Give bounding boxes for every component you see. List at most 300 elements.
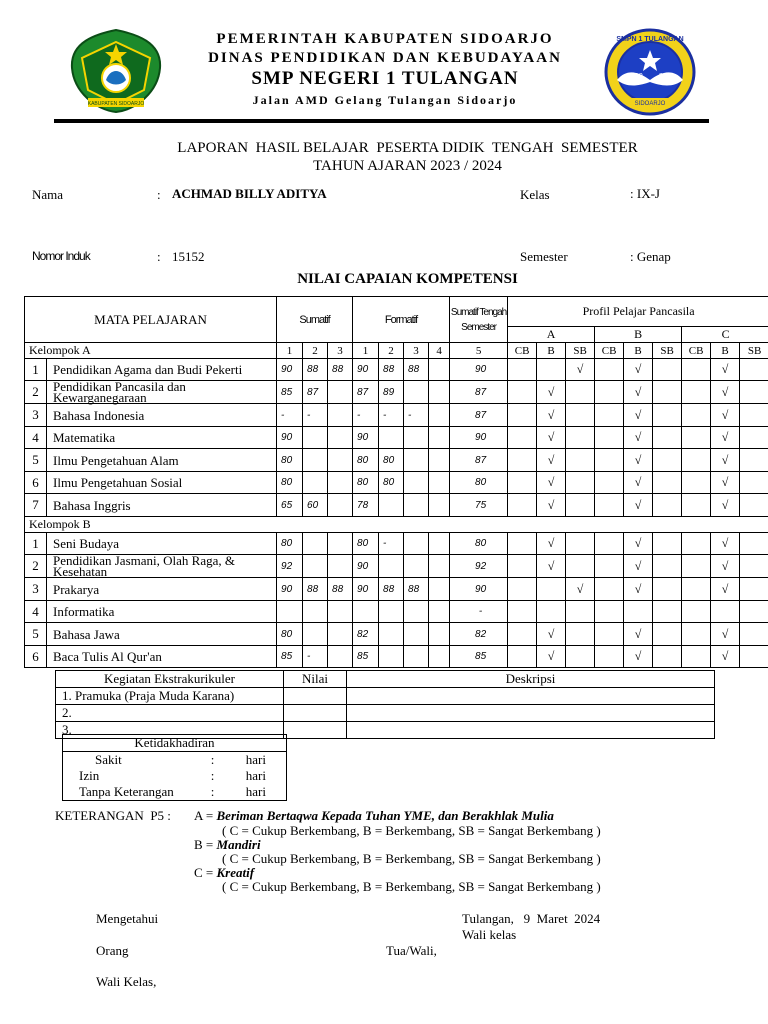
col-num: 3 [404,343,429,359]
ekstra-header-kegiatan: Kegiatan Ekstrakurikuler [56,671,284,688]
formatif-score: 88 [404,359,429,381]
formatif-score [404,601,429,623]
formatif-score: 88 [379,359,404,381]
ekstra-deskripsi [347,722,715,739]
formatif-score: 85 [353,646,379,668]
subject-number: 1 [25,359,47,381]
sts-score: 90 [450,359,508,381]
formatif-score [379,494,404,517]
profil-c-b-cell: √ [711,472,740,494]
header-line-1: PEMERINTAH KABUPATEN SIDOARJO [216,31,554,47]
ekstra-row: 1. Pramuka (Praja Muda Karana) [56,688,284,705]
subject-row [25,404,768,427]
profil-a-sb-cell [566,494,595,517]
profil-a-b-cell: √ [537,472,566,494]
sumatif-score [328,555,353,578]
sumatif-score: 87 [303,381,328,404]
col-num: 2 [379,343,404,359]
formatif-score: 82 [353,623,379,646]
sumatif-score: 80 [277,449,303,472]
profil-a-cb-cell [508,494,537,517]
profil-b-sb-cell [653,359,682,381]
profil-c-cb-cell [682,427,711,449]
subject-number: 4 [25,601,47,623]
subject-number: 3 [25,578,47,601]
induk-value: 15152 [172,249,205,264]
place-date: Tulangan, 9 Maret 2024 [462,911,601,926]
keterangan-b [194,838,261,852]
ekstra-row: 3. [56,722,284,739]
profil-a-sb-cell [566,533,595,555]
sumatif-score: 60 [303,494,328,517]
profil-a-sb-cell [566,449,595,472]
profil-b-b-cell: √ [624,578,653,601]
profil-b-b-cell: √ [624,494,653,517]
subject-name: Seni Budaya [47,533,277,555]
absen-tanpa-keterangan: Tanpa Keterangan [79,784,174,799]
formatif-score [429,359,450,381]
profil-c-b-cell: √ [711,623,740,646]
header-formatif: Formatif [353,297,450,343]
profil-c-b-cell: √ [711,533,740,555]
subject-number: 7 [25,494,47,517]
col-b: B [537,343,566,359]
sumatif-score [328,646,353,668]
profil-c-cb-cell [682,404,711,427]
profil-b-sb-cell [653,623,682,646]
ketidakhadiran-table [62,734,287,801]
sumatif-score [328,381,353,404]
profil-c-b-cell: √ [711,404,740,427]
formatif-score [429,555,450,578]
subject-number: 1 [25,533,47,555]
profil-b-cb-cell [595,404,624,427]
profil-b-sb-cell [653,578,682,601]
profil-b-sb-cell [653,646,682,668]
profil-c-sb-cell [740,359,768,381]
keterangan-c-text: Kreatif [216,865,255,880]
formatif-score: 87 [353,381,379,404]
profil-b-sb-cell [653,472,682,494]
svg-text:81: 81 [659,73,667,80]
absen-title: Ketidakhadiran [63,735,287,752]
formatif-score [379,601,404,623]
profil-a-cb-cell [508,555,537,578]
profil-b-cb-cell [595,381,624,404]
sumatif-score [328,449,353,472]
formatif-score [429,623,450,646]
profil-b-sb-cell [653,601,682,623]
formatif-score [353,601,379,623]
sumatif-score: 88 [303,578,328,601]
ekstrakurikuler-table [55,670,715,739]
ekstra-header-nilai: Nilai [284,671,347,688]
formatif-score [429,533,450,555]
subject-row [25,601,768,623]
profil-c-b-cell: √ [711,381,740,404]
profil-b-sb-cell [653,427,682,449]
sumatif-score [328,623,353,646]
profil-a-b-cell [537,578,566,601]
profil-a-cb-cell [508,533,537,555]
sumatif-score: 65 [277,494,303,517]
col-num: 1 [353,343,379,359]
formatif-score: - [379,533,404,555]
subject-row [25,494,768,517]
subject-name: Pendidikan Pancasila dan Kewarganegaraan [47,381,277,404]
formatif-score: 80 [353,449,379,472]
profil-b-b-cell: √ [624,381,653,404]
formatif-score [404,533,429,555]
subject-name: Bahasa Jawa [47,623,277,646]
subject-number: 3 [25,404,47,427]
col-sb: SB [566,343,595,359]
profil-a-b-cell: √ [537,533,566,555]
profil-c-b-cell: √ [711,427,740,449]
profil-a-b-cell [537,359,566,381]
ekstra-header-deskripsi: Deskripsi [347,671,715,688]
ekstra-nilai [284,722,347,739]
subject-name: Pendidikan Jasmani, Olah Raga, & Kesehatan [47,555,277,578]
profil-b-b-cell: √ [624,533,653,555]
header-sumatif-tengah-semester: Sumatif Tengah Semester [450,297,508,343]
sumatif-score [277,601,303,623]
formatif-score: 80 [379,472,404,494]
profil-c-cb-cell [682,601,711,623]
subject-row [25,381,768,404]
sumatif-score [328,601,353,623]
profil-a-b-cell: √ [537,623,566,646]
sumatif-score: 85 [277,646,303,668]
group-b-label: Kelompok B [25,517,768,533]
subject-name: Bahasa Inggris [47,494,277,517]
absen-colon: : [210,768,215,783]
profil-b-b-cell: √ [624,359,653,381]
semester-value: : Genap [630,249,671,264]
profil-c-sb-cell [740,449,768,472]
profil-c-b-cell [711,601,740,623]
profil-b-cb-cell [595,472,624,494]
sts-score: 90 [450,427,508,449]
formatif-score [429,381,450,404]
absen-colon: : [210,752,215,767]
orang-label: Orang [96,943,129,958]
profil-b-b-cell [624,601,653,623]
formatif-score: 78 [353,494,379,517]
profil-c-cb-cell [682,623,711,646]
formatif-score: 80 [379,449,404,472]
sidoarjo-regency-logo [66,28,166,114]
subject-row [25,533,768,555]
col-cb: CB [508,343,537,359]
keterangan-legend: ( C = Cukup Berkembang, B = Berkembang, SB = Sangat Berkembang ) [222,823,601,838]
sumatif-score [303,472,328,494]
sumatif-score [328,427,353,449]
sumatif-score: 88 [303,359,328,381]
profil-b-cb-cell [595,601,624,623]
tua-wali-label: Tua/Wali, [386,943,437,958]
profil-a-b-cell: √ [537,427,566,449]
profil-a-sb-cell [566,601,595,623]
profil-a-sb-cell [566,381,595,404]
formatif-score: 90 [353,555,379,578]
formatif-score [429,578,450,601]
formatif-score [429,472,450,494]
profil-c-b-cell: √ [711,555,740,578]
formatif-score: 90 [353,427,379,449]
sts-score: 87 [450,381,508,404]
subject-row [25,646,768,668]
profil-b-cb-cell [595,533,624,555]
sumatif-score: - [277,404,303,427]
profil-a-cb-cell [508,601,537,623]
formatif-score [429,427,450,449]
profil-c-cb-cell [682,381,711,404]
group-a-rows [25,359,768,517]
report-year: TAHUN AJARAN 2023 / 2024 [313,158,502,174]
formatif-score: 88 [379,578,404,601]
col-num: 1 [277,343,303,359]
formatif-score [404,555,429,578]
header-line-2: DINAS PENDIDIKAN DAN KEBUDAYAAN [208,50,562,66]
col-b: B [711,343,740,359]
profil-b-sb-cell [653,404,682,427]
profil-c-sb-cell [740,555,768,578]
subject-row [25,449,768,472]
subject-number: 6 [25,472,47,494]
col-b: B [624,343,653,359]
sts-score: 75 [450,494,508,517]
absen-unit: hari [245,752,266,767]
keterangan-c-prefix: C = [194,865,217,880]
formatif-score [429,404,450,427]
grades-table [24,296,768,668]
sumatif-score: 90 [277,427,303,449]
wali-kelas-left: Wali Kelas, [96,974,157,989]
profil-c-cb-cell [682,646,711,668]
profil-c-cb-cell [682,494,711,517]
nama-colon: : [157,187,161,202]
profil-a-cb-cell [508,404,537,427]
subject-name: Bahasa Indonesia [47,404,277,427]
wali-kelas-right: Wali kelas [462,927,517,942]
profil-c-b-cell: √ [711,449,740,472]
subject-name: Pendidikan Agama dan Budi Pekerti [47,359,277,381]
svg-text:SMPN 1 TULANGAN: SMPN 1 TULANGAN [616,36,684,43]
profil-b-cb-cell [595,578,624,601]
section-title: NILAI CAPAIAN KOMPETENSI [297,271,518,287]
subject-number: 5 [25,449,47,472]
keterangan-b-text: Mandiri [216,837,261,852]
induk-label: Nomor Induk [32,249,90,263]
profil-a-sb-cell [566,472,595,494]
keterangan-legend: ( C = Cukup Berkembang, B = Berkembang, SB = Sangat Berkembang ) [222,851,601,866]
formatif-score [429,494,450,517]
ekstra-nilai [284,705,347,722]
profil-c-sb-cell [740,601,768,623]
profil-b-sb-cell [653,533,682,555]
sumatif-score: 80 [277,472,303,494]
keterangan-b-prefix: B = [194,837,217,852]
profil-a-cb-cell [508,359,537,381]
header-mata-pelajaran: MATA PELAJARAN [25,297,277,343]
profil-c-sb-cell [740,381,768,404]
profil-c-b-cell: √ [711,646,740,668]
profil-a-sb-cell [566,427,595,449]
header-sumatif: Sumatif [277,297,353,343]
profil-a-sb-cell: √ [566,359,595,381]
subject-number: 4 [25,427,47,449]
profil-c-cb-cell [682,578,711,601]
sumatif-score: 80 [277,623,303,646]
formatif-score [404,427,429,449]
profil-a-cb-cell [508,646,537,668]
sumatif-score: 92 [277,555,303,578]
subject-row [25,623,768,646]
profil-a-cb-cell [508,449,537,472]
formatif-score [379,427,404,449]
school-address: Jalan AMD Gelang Tulangan Sidoarjo [252,93,518,107]
sts-score: 87 [450,404,508,427]
profil-c-sb-cell [740,623,768,646]
profil-c-sb-cell [740,494,768,517]
profil-a-b-cell: √ [537,646,566,668]
formatif-score [404,623,429,646]
sts-score: - [450,601,508,623]
sumatif-score [303,623,328,646]
profil-c-sb-cell [740,427,768,449]
school-logo [603,28,697,116]
formatif-score: - [404,404,429,427]
col-num: 4 [429,343,450,359]
profil-c-sb-cell [740,646,768,668]
profil-b-cb-cell [595,623,624,646]
formatif-score: - [353,404,379,427]
subject-row [25,578,768,601]
induk-colon: : [157,249,161,264]
profil-a-sb-cell [566,646,595,668]
profil-b-b-cell: √ [624,472,653,494]
subject-row [25,555,768,578]
col-cb: CB [682,343,711,359]
keterangan-label: KETERANGAN P5 : [55,808,171,823]
header-profil-pancasila: Profil Pelajar Pancasila [508,297,768,327]
profil-a-cb-cell [508,427,537,449]
profil-a-b-cell: √ [537,555,566,578]
sts-score: 82 [450,623,508,646]
svg-text:KABUPATEN SIDOARJO: KABUPATEN SIDOARJO [87,101,145,107]
profil-a-cb-cell [508,623,537,646]
kelas-label: Kelas [520,187,550,202]
formatif-score [404,381,429,404]
profil-b-cb-cell [595,449,624,472]
sumatif-score: 90 [277,578,303,601]
ekstra-deskripsi [347,705,715,722]
profil-a-sb-cell [566,555,595,578]
profil-b-cb-cell [595,555,624,578]
formatif-score [429,601,450,623]
keterangan-a [194,809,554,823]
group-b-rows [25,533,768,668]
formatif-score: 90 [353,578,379,601]
sumatif-score [328,404,353,427]
nama-label: Nama [32,187,64,202]
formatif-score: 89 [379,381,404,404]
profil-c-cb-cell [682,449,711,472]
profil-b-b-cell: √ [624,449,653,472]
sumatif-score: 88 [328,578,353,601]
col-num: 2 [303,343,328,359]
formatif-score [404,472,429,494]
profil-c-sb-cell [740,578,768,601]
subject-name: Prakarya [47,578,277,601]
absen-colon: : [210,784,215,799]
subject-row [25,359,768,381]
ekstra-row: 2. [56,705,284,722]
profil-b-b-cell: √ [624,623,653,646]
sumatif-score [303,533,328,555]
profil-a-cb-cell [508,578,537,601]
sumatif-score: 90 [277,359,303,381]
subject-number: 2 [25,381,47,404]
school-name: SMP NEGERI 1 TULANGAN [251,68,519,89]
svg-text:SIDOARJO: SIDOARJO [634,101,666,107]
profil-c-b-cell: √ [711,578,740,601]
sumatif-score: 88 [328,359,353,381]
svg-text:19: 19 [635,73,643,80]
profil-a-sb-cell [566,404,595,427]
header-profil-c: C [682,327,768,343]
formatif-score [404,646,429,668]
absen-sakit: Sakit [95,752,122,767]
profil-b-sb-cell [653,494,682,517]
keterangan-legend: ( C = Cukup Berkembang, B = Berkembang, SB = Sangat Berkembang ) [222,879,601,894]
profil-a-sb-cell: √ [566,578,595,601]
sumatif-score: - [303,646,328,668]
absen-unit: hari [245,784,266,799]
group-a-label: Kelompok A [25,343,277,359]
col-cb: CB [595,343,624,359]
subject-number: 6 [25,646,47,668]
sumatif-score: 80 [277,533,303,555]
profil-a-cb-cell [508,381,537,404]
sts-score: 80 [450,533,508,555]
sts-score: 80 [450,472,508,494]
formatif-score: 90 [353,359,379,381]
ekstra-deskripsi [347,688,715,705]
report-title: LAPORAN HASIL BELAJAR PESERTA DIDIK TENGAH SEMESTER [177,140,638,156]
profil-a-sb-cell [566,623,595,646]
sumatif-score [303,601,328,623]
profil-b-cb-cell [595,359,624,381]
profil-b-cb-cell [595,494,624,517]
formatif-score [379,555,404,578]
col-sb: SB [653,343,682,359]
subject-number: 5 [25,623,47,646]
profil-c-sb-cell [740,472,768,494]
profil-c-b-cell: √ [711,494,740,517]
profil-b-b-cell: √ [624,404,653,427]
sumatif-score [303,449,328,472]
ekstra-nilai [284,688,347,705]
keterangan-a-text: Beriman Bertaqwa Kepada Tuhan YME, dan Berakhlak Mulia [216,808,554,823]
profil-a-b-cell: √ [537,381,566,404]
formatif-score: - [379,404,404,427]
col-num: 5 [450,343,508,359]
sumatif-score [328,472,353,494]
profil-b-b-cell: √ [624,555,653,578]
profil-c-cb-cell [682,359,711,381]
